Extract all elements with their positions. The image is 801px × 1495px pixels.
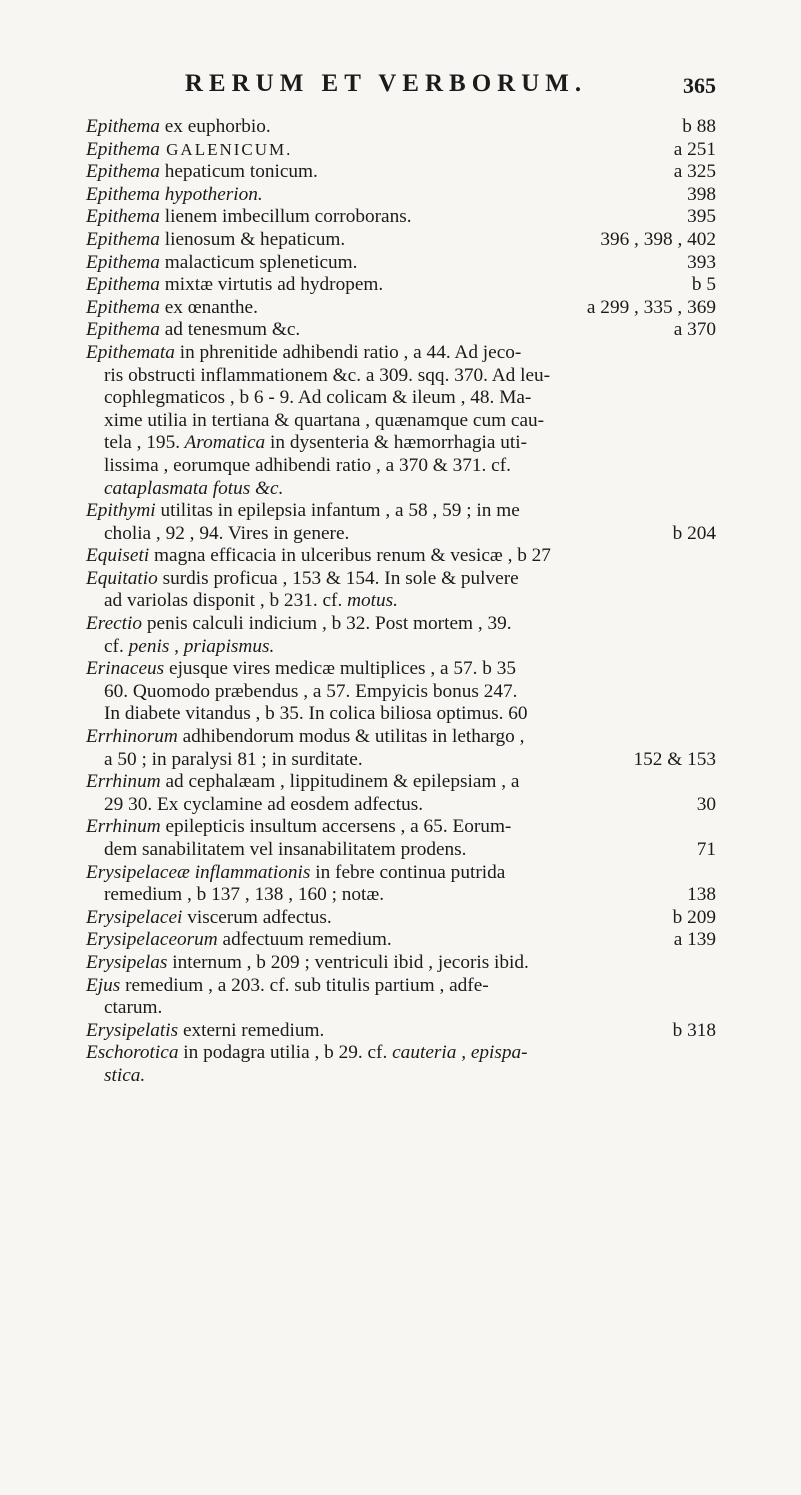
index-text: lienem imbecillum corroborans. — [159, 206, 412, 228]
index-text: internum , b 209 ; ventriculi ibid , jecoris ibid. — [167, 951, 529, 973]
index-text: surdis proficua , 153 & 154. In sole & pulvere — [157, 567, 519, 589]
index-line — [86, 862, 716, 885]
index-text: ex euphorbio. — [159, 116, 271, 137]
index-text: ad variolas disponit , b 231. cf. — [104, 590, 343, 612]
index-headword: Ejus — [86, 974, 121, 996]
index-headword: Epithema — [86, 296, 160, 318]
index-line — [86, 771, 716, 794]
index-text: mixtæ virtutis ad hydropem. — [159, 274, 384, 296]
index-line — [86, 794, 716, 817]
index-line — [86, 1042, 716, 1065]
index-headword: Erinaceus — [86, 658, 165, 680]
index-line — [86, 139, 716, 162]
index-headword: Erysipelacei — [86, 906, 183, 928]
index-line — [86, 726, 716, 749]
index-text-italic: inflammationis — [189, 861, 311, 883]
index-text: In diabete vitandus , b 35. In colica biliosa optimus. 60 — [104, 703, 528, 725]
index-text-italic: cataplasmata fotus &c. — [104, 477, 284, 499]
index-headword: Epithemata — [86, 341, 175, 363]
index-page-ref: 395 — [687, 206, 716, 228]
index-text: 60. Quomodo præbendus , a 57. Empyicis bonus 247. — [104, 680, 518, 702]
index-text-italic: motus. — [342, 590, 399, 612]
index-text: in febre continua putrida — [310, 861, 506, 883]
index-page-ref: 152 & 153 — [633, 748, 716, 770]
index-text: xime utilia in tertiana & quartana , quænamque cum cau- — [104, 409, 545, 431]
index-page-ref: b 209 — [672, 906, 716, 928]
index-line — [86, 297, 716, 320]
index-line — [86, 500, 716, 523]
index-line — [86, 952, 716, 975]
index-text: ad tenesmum &c. — [159, 319, 301, 341]
index-page-ref: 138 — [687, 884, 716, 906]
index-text: dem sanabilitatem vel insanabilitatem prodens. — [104, 839, 467, 860]
index-text: ad cephalæam , lippitudinem & epilepsiam , a — [160, 771, 520, 793]
index-headword: Equitatio — [86, 567, 158, 589]
index-text: externi remedium. — [178, 1019, 325, 1041]
index-text: cf. — [104, 635, 124, 657]
index-text: ctarum. — [104, 997, 163, 1019]
index-page-ref: b 88 — [682, 116, 716, 137]
index-text: 29 30. Ex cyclamine ad eosdem adfectus. — [104, 793, 424, 815]
index-headword: Epithema — [86, 138, 160, 160]
index-headword: Errhinorum — [86, 726, 178, 748]
index-headword: Epithymi — [86, 500, 156, 522]
index-text: ejusque vires medicæ multiplices , a 57. b 35 — [164, 658, 517, 680]
index-text: utilitas in epilepsia infantum , a 58 , 59 ; in me — [155, 500, 520, 522]
index-text: adfectuum remedium. — [217, 929, 392, 951]
index-line — [86, 636, 716, 659]
index-headword: Erysipelatis — [86, 1019, 179, 1041]
index-entries — [86, 116, 716, 1088]
index-text: epilepticis insultum accersens , a 65. Eorum- — [160, 816, 512, 838]
index-text: in podagra utilia , b 29. cf. — [178, 1042, 388, 1064]
index-text: viscerum adfectus. — [182, 906, 332, 928]
index-line — [86, 749, 716, 772]
index-page-ref: a 299 , 335 , 369 — [586, 296, 716, 318]
index-headword: Epithema — [86, 161, 160, 183]
index-text-italic: stica. — [104, 1064, 146, 1086]
index-line — [86, 319, 716, 342]
index-line — [86, 658, 716, 681]
index-line — [86, 884, 716, 907]
index-text-italic: hypotherion. — [159, 183, 263, 205]
index-headword: Epithema — [86, 251, 160, 273]
index-text: in dysenteria & hæmorrhagia uti- — [265, 432, 528, 454]
running-title: RERUM ET VERBORUM. — [184, 70, 588, 97]
index-line — [86, 252, 716, 275]
index-line — [86, 590, 716, 613]
index-line — [86, 703, 716, 726]
index-line — [86, 681, 716, 704]
index-headword: Epithema — [86, 183, 160, 205]
index-page-ref: 30 — [696, 793, 716, 815]
index-headword: Eschorotica — [86, 1042, 179, 1064]
index-page-ref: a 251 — [673, 138, 716, 160]
index-line — [86, 342, 716, 365]
index-text: remedium , b 137 , 138 , 160 ; notæ. — [104, 884, 385, 906]
index-headword: Errhinum — [86, 816, 161, 838]
index-text: lissima , eorumque adhibendi ratio , a 370 & 371. cf. — [104, 454, 511, 476]
index-text: tela , 195. — [104, 432, 181, 454]
index-text: ris obstructi inflammationem &c. a 309. sqq. 370. Ad leu- — [104, 364, 551, 386]
index-line — [86, 206, 716, 229]
index-line — [86, 545, 716, 568]
index-text: ex œnanthe. — [159, 296, 258, 318]
index-text: a 50 ; in paralysi 81 ; in surditate. — [104, 748, 363, 770]
index-line — [86, 839, 716, 862]
index-page-ref: a 139 — [673, 929, 716, 951]
index-line — [86, 410, 716, 433]
index-page-ref: b 318 — [672, 1019, 716, 1041]
index-headword: Epithema — [86, 206, 160, 228]
index-text: in phrenitide adhibendi ratio , a 44. Ad jeco- — [174, 341, 522, 363]
index-line — [86, 929, 716, 952]
index-text: penis calculi indicium , b 32. Post mortem , 39. — [142, 613, 512, 635]
index-text: hepaticum tonicum. — [159, 161, 318, 183]
index-page-ref: 396 , 398 , 402 — [600, 228, 716, 250]
index-line — [86, 455, 716, 478]
index-line — [86, 365, 716, 388]
index-line — [86, 997, 716, 1020]
index-line — [86, 161, 716, 184]
index-line — [86, 184, 716, 207]
index-text: malacticum spleneticum. — [159, 251, 358, 273]
index-page-ref: 71 — [696, 839, 716, 860]
index-headword: Epithema — [86, 319, 160, 341]
index-headword: Epithema — [86, 274, 160, 296]
index-page-ref: b 5 — [691, 274, 716, 296]
index-line — [86, 975, 716, 998]
index-line — [86, 274, 716, 297]
index-text: lienosum & hepaticum. — [159, 228, 346, 250]
index-line — [86, 568, 716, 591]
index-text-italic: penis , priapismus. — [123, 635, 275, 657]
index-text: adhibendorum modus & utilitas in lethargo , — [177, 726, 525, 748]
index-page-ref: 398 — [687, 183, 716, 205]
index-line — [86, 613, 716, 636]
index-headword: Erysipelaceorum — [86, 929, 218, 951]
index-line — [86, 116, 716, 139]
index-text-smallcaps: GALENICUM. — [159, 139, 293, 159]
index-line — [86, 523, 716, 546]
index-text-italic: Aromatica — [180, 432, 266, 454]
index-headword: Errhinum — [86, 771, 161, 793]
index-text-italic: cauteria , epispa- — [387, 1042, 528, 1064]
index-line — [86, 478, 716, 501]
index-text: cholia , 92 , 94. Vires in genere. — [104, 522, 350, 544]
index-page-ref: 393 — [687, 251, 716, 273]
index-text: cophlegmaticos , b 6 - 9. Ad colicam & ileum , 48. Ma- — [104, 387, 532, 409]
index-text: magna efficacia in ulceribus renum & vesicæ , b 27 — [149, 545, 551, 567]
index-line — [86, 387, 716, 410]
index-headword: Epithema — [86, 116, 160, 137]
index-headword: Erysipelaceæ — [86, 861, 190, 883]
running-header — [86, 70, 716, 110]
page-number: 365 — [683, 73, 716, 98]
index-headword: Erectio — [86, 613, 143, 635]
index-page-ref: a 325 — [673, 161, 716, 183]
index-headword: Erysipelas — [86, 951, 168, 973]
index-headword: Epithema — [86, 228, 160, 250]
index-line — [86, 907, 716, 930]
index-line — [86, 816, 716, 839]
index-line — [86, 229, 716, 252]
index-headword: Equiseti — [86, 545, 150, 567]
index-line — [86, 432, 716, 455]
index-page-ref: b 204 — [672, 522, 716, 544]
index-page-ref: a 370 — [673, 319, 716, 341]
index-text: remedium , a 203. cf. sub titulis partium , adfe- — [120, 974, 489, 996]
index-line — [86, 1065, 716, 1088]
index-line — [86, 1020, 716, 1043]
